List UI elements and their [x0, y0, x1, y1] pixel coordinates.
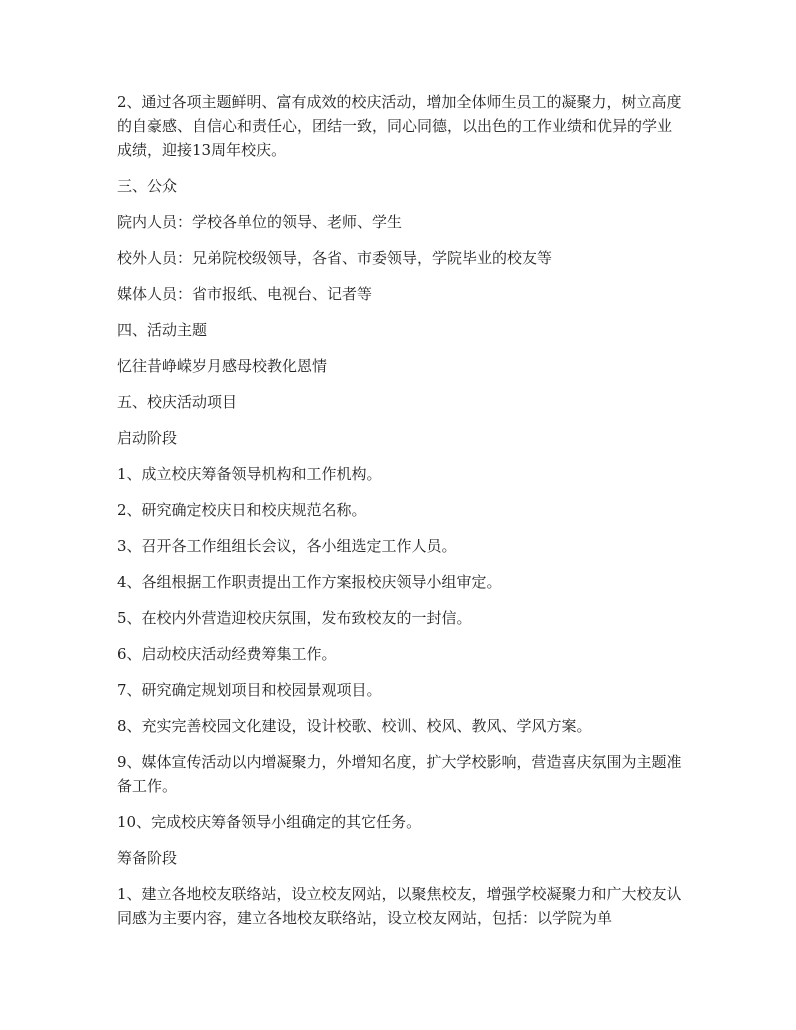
- subheading-launch-stage: 启动阶段: [117, 429, 178, 447]
- list-item: 5、在校内外营造迎校庆氛围，发布致校友的一封信。: [117, 609, 472, 627]
- list-item: 1、成立校庆筹备领导机构和工作机构。: [117, 465, 382, 483]
- heading-activities: 五、校庆活动项目: [117, 393, 238, 411]
- list-item: 6、启动校庆活动经费筹集工作。: [117, 645, 337, 663]
- paragraph-internal-staff: 院内人员：学校各单位的领导、老师、学生: [117, 213, 403, 231]
- list-item: 9、媒体宣传活动以内增凝聚力，外增知名度，扩大学校影响，营造喜庆氛围为主题准备工作。: [117, 753, 682, 795]
- heading-theme: 四、活动主题: [117, 321, 208, 339]
- document-body: [117, 90, 682, 942]
- list-item: 7、研究确定规划项目和校园景观项目。: [117, 681, 382, 699]
- heading-audience: 三、公众: [117, 177, 178, 195]
- list-item: 4、各组根据工作职责提出工作方案报校庆领导小组审定。: [117, 573, 502, 591]
- list-item: 2、研究确定校庆日和校庆规范名称。: [117, 501, 367, 519]
- subheading-preparation-stage: 筹备阶段: [117, 849, 178, 867]
- paragraph-media: 媒体人员：省市报纸、电视台、记者等: [117, 285, 373, 303]
- list-item: 10、完成校庆筹备领导小组确定的其它任务。: [117, 813, 422, 831]
- list-item: 1、建立各地校友联络站，设立校友网站，以聚焦校友，增强学校凝聚力和广大校友认同感为主要内容，建立各地校友联络站，设立校友网站，包括：以学院为单: [117, 885, 682, 927]
- list-item: 3、召开各工作组组长会议，各小组选定工作人员。: [117, 537, 457, 555]
- paragraph-goal-2: 2、通过各项主题鲜明、富有成效的校庆活动，增加全体师生员工的凝聚力，树立高度的自豪感、自信心和责任心，团结一致，同心同德，以出色的工作业绩和优异的学业成绩，迎接13周年校庆。: [117, 93, 682, 159]
- list-item: 8、充实完善校园文化建设，设计校歌、校训、校风、教风、学风方案。: [117, 717, 592, 735]
- paragraph-external-guests: 校外人员：兄弟院校级领导，各省、市委领导，学院毕业的校友等: [117, 249, 553, 267]
- paragraph-theme: 忆往昔峥嵘岁月感母校教化恩情: [117, 357, 328, 375]
